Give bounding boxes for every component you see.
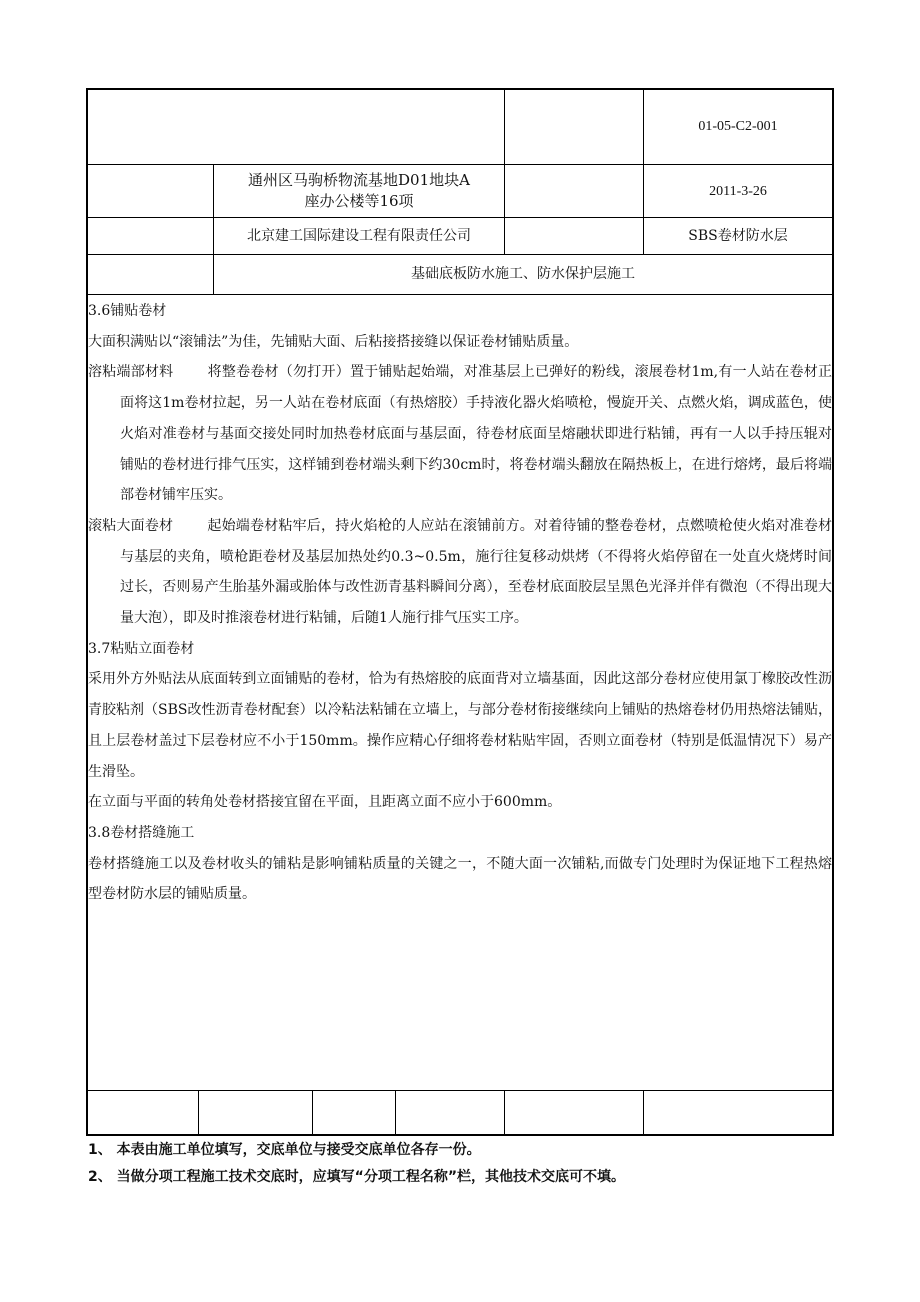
large-surface-paragraph (88, 511, 832, 634)
section-3-7-paragraph-2: 在立面与平面的转角处卷材搭接宜留在平面，且距离立面不应小于600mm。 (88, 794, 562, 811)
grid-line (504, 1090, 505, 1136)
grid-line (312, 1090, 313, 1136)
form-notes (88, 1137, 888, 1191)
section-3-7-title: 3.7粘贴立面卷材 (88, 640, 195, 657)
disclosure-date: 2011-3-26 (709, 183, 767, 199)
large-surface-lead: 滚粘大面卷材 (88, 517, 174, 534)
section-3-6-title: 3.6铺贴卷材 (88, 303, 167, 319)
section-3-8-title: 3.8卷材搭缝施工 (88, 824, 195, 841)
end-material-body: 将整卷卷材（勿打开）置于铺贴起始端，对准基层上已弹好的粉线，滚展卷材1m,有一人站在卷材正面将这1m卷材拉起，另一人站在卷材底面（有热熔胶）手持液化器火焰喷枪，慢旋开关、点燃火焰，调成蓝色，使火焰对准卷材与基面交接处同时加热卷材底面与基层面，待卷材底面呈熔融状即进行粘铺，再有一人以手持压辊对铺贴的卷材进行排气压实，这样铺到卷材端头剩下约30cm时，将卷材端头翻放在隔热板上，在进行熔烤，最后将端部卷材铺牢压实。 (120, 364, 832, 504)
large-surface-body: 起始端卷材粘牢后，持火焰枪的人应站在滚铺前方。对着待铺的整卷卷材，点燃喷枪使火焰对准卷材与基层的夹角，喷枪距卷材及基层加热处约0.3~0.5m，施行往复移动烘烤（不得将火焰停留在一处直火烧烤时间过长，否则易产生胎基外漏或胎体与改性沥青基料瞬间分离），至卷材底面胶层呈黑色光泽并伴有微泡（不得出现大量大泡），即及时推滚卷材进行粘铺，后随1人施行排气压实工序。 (120, 517, 833, 627)
note-1: 1、 本表由施工单位填写，交底单位与接受交底单位各存一份。 (88, 1142, 481, 1158)
construction-unit: 北京建工国际建设工程有限责任公司 (247, 227, 471, 244)
disclosure-summary: 基础底板防水施工、防水保护层施工 (411, 266, 635, 282)
grid-line (504, 88, 505, 254)
project-name: 通州区马驹桥物流基地D01地块A座办公楼等16项 (248, 171, 470, 210)
end-material-lead: 溶粘端部材料 (88, 364, 174, 381)
record-number: 01-05-C2-001 (698, 119, 778, 134)
note-2: 2、 当做分项工程施工技术交底时，应填写“分项工程名称”栏，其他技术交底可不填。 (88, 1169, 626, 1185)
grid-line (395, 1090, 396, 1136)
grid-line (86, 294, 834, 295)
section-3-7-paragraph-1: 采用外方外贴法从底面转到立面铺贴的卷材，恰为有热熔胶的底面背对立墙基面，因此这部分卷材应使用氯丁橡胶改性沥青胶粘剂（SBS改性沥青卷材配套）以冷粘法粘铺在立墙上，与部分卷材衔接继续向上铺贴的热熔卷材仍用热熔法铺贴，且上层卷材盖过下层卷材应不小于150mm。操作应精心仔细将卷材粘贴牢固，否则立面卷材（特别是低温情况下）易产生滑坠。 (88, 671, 832, 780)
grid-line (643, 1090, 644, 1136)
end-material-paragraph (88, 357, 832, 511)
grid-line (198, 1090, 199, 1136)
section-3-8-paragraph-1: 卷材搭缝施工以及卷材收头的铺粘是影响铺粘质量的关键之一，不随大面一次铺粘,而做专门处理时为保证地下工程热熔型卷材防水层的铺贴质量。 (88, 855, 832, 903)
section-3-6-intro: 大面积满贴以“滚铺法”为佳，先铺贴大面、后粘接搭接缝以保证卷材铺贴质量。 (88, 333, 579, 350)
subitem-name: SBS卷材防水层 (688, 227, 788, 244)
disclosure-content (88, 296, 832, 910)
